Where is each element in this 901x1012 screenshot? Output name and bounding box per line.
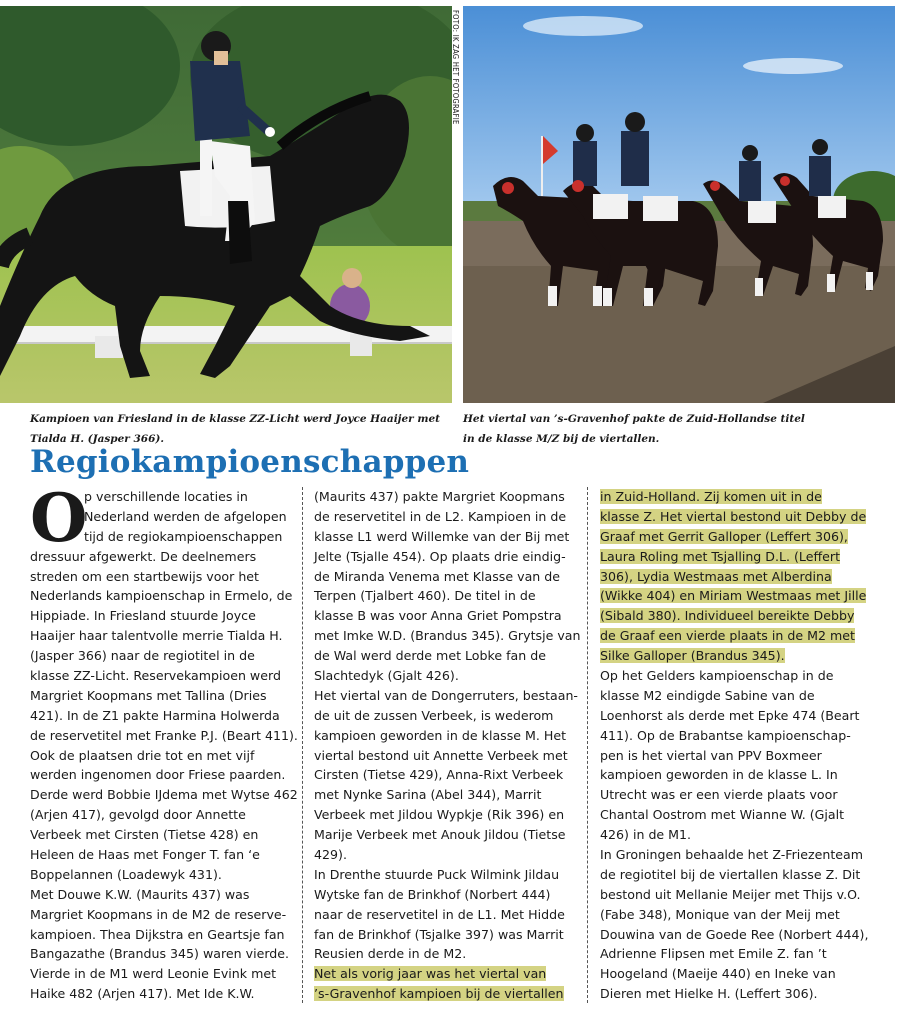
text-line: Haike 482 (Arjen 417). Met Ide K.W. [30,986,255,1002]
text-line: 426) in de M1. [600,827,692,843]
text-line: Verbeek met Jildou Wypkje (Rik 396) en [314,807,565,823]
text-line: de reservetitel in de L2. Kampioen in de [314,508,567,524]
text-line: 421). In de Z1 pakte Harmina Holwerda [30,707,280,723]
text-line: Ook de plaatsen drie tot en met vijf [30,747,255,763]
text-line: de uit de zussen Verbeek, is wederom [314,707,554,723]
caption-line: Kampioen van Friesland in de klasse ZZ-Licht werd Joyce Haaijer met [30,413,440,425]
text-line-highlighted [600,547,870,567]
text-line-highlighted [600,606,870,626]
text-line: In Groningen behaalde het Z-Friezenteam [600,847,864,863]
text-line: dressuur afgewerkt. De deelnemers [30,548,257,564]
column-divider [587,487,588,1003]
text-line-highlighted [600,626,870,646]
text-line: Hoogeland (Maeije 440) en Ineke van [600,966,836,982]
text-line: klasse M2 eindigde Sabine van de [600,687,815,703]
highlight: de Graaf een vierde plaats in de M2 met [600,628,855,644]
text-line: de Miranda Venema met Klasse van de [314,568,561,584]
text-line: In Drenthe stuurde Puck Wilmink Jildau [314,866,560,882]
text-line: Utrecht was er een vierde plaats voor [600,787,838,803]
text-line: bestond uit Mellanie Meijer met Thijs v.O. [600,886,861,902]
text-line: Reusien derde in de M2. [314,946,467,962]
text-line: Derde werd Bobbie IJdema met Wytse 462 [30,787,298,803]
highlight: Graaf met Gerrit Galloper (Leffert 306), [600,528,848,544]
highlight: 306), Lydia Westmaas met Alberdina [600,568,832,584]
text-line: Nederlands kampioenschap in Ermelo, de [30,588,293,604]
highlight: Net als vorig jaar was het viertal van [314,966,547,982]
text-line: klasse L1 werd Willemke van der Bij met [314,528,570,544]
text-line: Wytske fan de Brinkhof (Norbert 444) [314,886,551,902]
text-line: pen is het viertal van PPV Boxmeer [600,747,822,763]
text-line: Slachtedyk (Gjalt 426). [314,668,459,684]
text-line: Heleen de Haas met Fonger T. fan ‘e [30,847,260,863]
text-line: Margriet Koopmans met Tallina (Dries [30,687,267,703]
drop-cap: O [30,479,88,557]
text-line: werden ingenomen door Friese paarden. [30,767,286,783]
article-headline: Regiokampioenschappen [30,444,470,480]
caption-right [463,413,883,453]
photo-quadrille [463,6,895,403]
text-line-highlighted [314,964,576,984]
text-line: (Maurits 437) pakte Margriet Koopmans [314,489,565,504]
text-line: Margriet Koopmans in de M2 de reserve- [30,906,287,922]
text-line: met Imke W.D. (Brandus 345). Grytsje van [314,628,581,644]
highlight: ’s-Gravenhof kampioen bij de viertallen [314,986,564,1002]
text-line: Adrienne Flipsen met Emile Z. fan ’t [600,946,827,962]
highlight: Laura Roling met Tsjalling D.L. (Leffert [600,548,841,564]
text-line: (Jasper 366) naar de regiotitel in de [30,648,255,664]
highlight: Silke Galloper (Brandus 345). [600,648,785,664]
text-line: Jelte (Tsjalle 454). Op plaats drie eindig- [314,548,566,564]
text-line: klasse ZZ-Licht. Reservekampioen werd [30,668,281,684]
text-line: kampioen geworden in de klasse M. Het [314,727,567,743]
text-line: Op het Gelders kampioenschap in de [600,668,834,684]
text-line: 429). [314,847,347,863]
text-line-highlighted [600,487,870,507]
photo-dressage-rider [0,6,452,403]
text-line: Terpen (Tjalbert 460). De titel in de [314,588,536,604]
text-line: Dieren met Hielke H. (Leffert 306). [600,986,818,1002]
highlight: klasse Z. Het viertal bestond uit Debby de [600,508,867,524]
text-line: (Arjen 417), gevolgd door Annette [30,807,246,823]
text-line: Douwina van de Goede Ree (Norbert 444), [600,926,869,942]
text-line: Het viertal van de Dongerruters, bestaan- [314,687,578,703]
text-line: Boppelannen (Loadewyk 431). [30,866,222,882]
highlight: (Sibald 380). Individueel bereikte Debby [600,608,855,624]
text-line: streden om een startbewijs voor het [30,568,259,584]
text-line: (Fabe 348), Monique van der Meij met [600,906,840,922]
text-line: fan de Brinkhof (Tsjalke 397) was Marrit [314,926,564,942]
text-line: de regiotitel bij de viertallen klasse Z. Dit [600,866,861,882]
text-line: Loenhorst als derde met Epke 474 (Beart [600,707,860,723]
text-line: de Wal werd derde met Lobke fan de [314,648,546,664]
text-line: Verbeek met Cirsten (Tietse 428) en [30,827,259,843]
text-line: kampioen geworden in de klasse L. In [600,767,838,783]
text-line: Nederland werden de afgelopen [84,508,287,524]
text-line-highlighted [600,507,870,527]
text-line: p verschillende locaties in [84,489,248,504]
text-line: Bangazathe (Brandus 345) waren vierde. [30,946,290,962]
text-line-highlighted [600,527,870,547]
text-line: Haaijer haar talentvolle merrie Tialda H. [30,628,283,644]
caption-line: Tialda H. (Jasper 366). [30,432,165,445]
article-column-1 [30,479,298,1004]
article-column-3 [600,487,870,1004]
text-line: klasse B was voor Anna Griet Pompstra [314,608,562,624]
text-line-highlighted [600,586,870,606]
text-line: Marije Verbeek met Anouk Jildou (Tietse [314,827,566,843]
text-line: de reservetitel met Franke P.J. (Beart 411). [30,727,298,743]
text-line: Hippiade. In Friesland stuurde Joyce [30,608,256,624]
text-line: Vierde in de M1 werd Leonie Evink met [30,966,277,982]
text-line-highlighted [600,567,870,587]
photo-credit: FOTO: IK ZAG HET FOTOGRAFIE [451,10,460,125]
text-line: 411). Op de Brabantse kampioenschap- [600,727,851,743]
highlight: in Zuid-Holland. Zij komen uit in de [600,489,822,504]
text-line: kampioen. Thea Dijkstra en Geartsje fan [30,926,285,942]
text-line: naar de reservetitel in de L1. Met Hidde [314,906,565,922]
caption-line: Het viertal van ’s-Gravenhof pakte de Zuid-Hollandse titel [463,413,805,425]
caption-line: in de klasse M/Z bij de viertallen. [463,432,660,445]
text-line: Met Douwe K.W. (Maurits 437) was [30,886,250,902]
article-column-2 [314,487,581,1004]
highlight: (Wikke 404) en Miriam Westmaas met Jille [600,588,867,604]
column-divider [302,487,303,1003]
text-line-highlighted [600,646,870,666]
text-line: viertal bestond uit Annette Verbeek met [314,747,568,763]
text-line: met Nynke Sarina (Abel 344), Marrit [314,787,542,803]
text-line: tijd de regiokampioenschappen [84,528,283,544]
text-line: Cirsten (Tietse 429), Anna-Rixt Verbeek [314,767,564,783]
text-line-highlighted [314,984,576,1004]
text-line: Chantal Oostrom met Wianne W. (Gjalt [600,807,845,823]
